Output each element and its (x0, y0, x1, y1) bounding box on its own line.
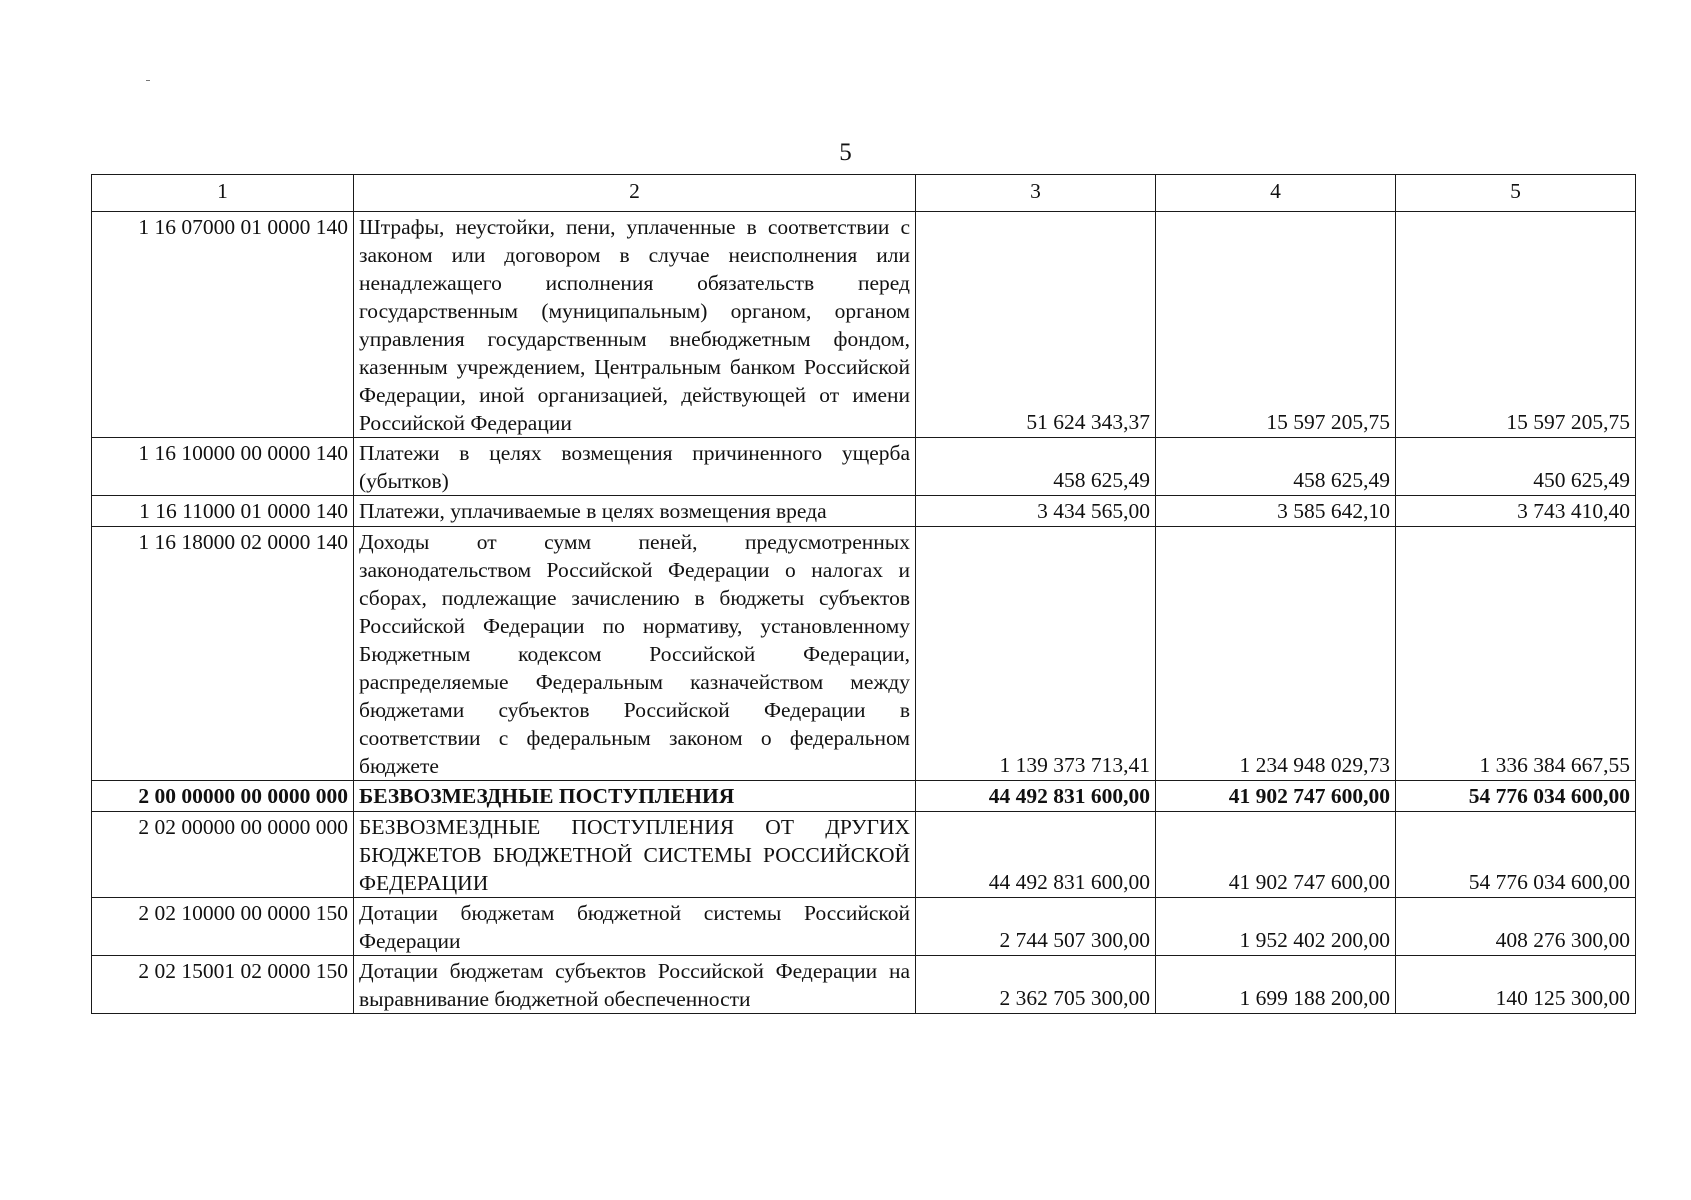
table-row (92, 527, 1636, 781)
amount-col-5: 54 776 034 600,00 (1396, 781, 1636, 812)
amount-col-3: 44 492 831 600,00 (916, 781, 1156, 812)
revenue-name: Дотации бюджетам бюджетной системы Российской Федерации (354, 898, 916, 956)
revenue-name: БЕЗВОЗМЕЗДНЫЕ ПОСТУПЛЕНИЯ (354, 781, 916, 812)
table-row (92, 898, 1636, 956)
table-row (92, 812, 1636, 898)
column-header-2: 2 (354, 175, 916, 212)
budget-code: 1 16 07000 01 0000 140 (92, 212, 354, 438)
amount-col-5: 140 125 300,00 (1396, 956, 1636, 1014)
revenue-name: Доходы от сумм пеней, предусмотренных законодательством Российской Федерации о налогах и сборах, подлежащие зачислению в бюджеты субъектов Российской Федерации по нормативу, установленному Бюджетным кодексом Российской Федерации, распределяемые Федеральным казначейством между бюджетами субъектов Российской Федерации в соответствии с федеральным законом о федеральном бюджете (354, 527, 916, 781)
table-header-row (92, 175, 1636, 212)
amount-col-3: 1 139 373 713,41 (916, 527, 1156, 781)
page-number: 5 (839, 139, 852, 166)
amount-col-3: 2 362 705 300,00 (916, 956, 1156, 1014)
amount-col-4: 41 902 747 600,00 (1156, 781, 1396, 812)
budget-code: 2 00 00000 00 0000 000 (92, 781, 354, 812)
amount-col-5: 450 625,49 (1396, 438, 1636, 496)
amount-col-4: 15 597 205,75 (1156, 212, 1396, 438)
amount-col-4: 1 952 402 200,00 (1156, 898, 1396, 956)
amount-col-3: 44 492 831 600,00 (916, 812, 1156, 898)
scan-speck (146, 80, 150, 81)
amount-col-3: 51 624 343,37 (916, 212, 1156, 438)
budget-code: 1 16 18000 02 0000 140 (92, 527, 354, 781)
amount-col-3: 3 434 565,00 (916, 496, 1156, 527)
amount-col-4: 41 902 747 600,00 (1156, 812, 1396, 898)
budget-code: 2 02 00000 00 0000 000 (92, 812, 354, 898)
amount-col-4: 458 625,49 (1156, 438, 1396, 496)
budget-revenue-table (91, 174, 1636, 1014)
revenue-name: Дотации бюджетам субъектов Российской Федерации на выравнивание бюджетной обеспеченности (354, 956, 916, 1014)
column-header-3: 3 (916, 175, 1156, 212)
column-header-1: 1 (92, 175, 354, 212)
table-row (92, 438, 1636, 496)
budget-code: 1 16 11000 01 0000 140 (92, 496, 354, 527)
amount-col-3: 2 744 507 300,00 (916, 898, 1156, 956)
amount-col-4: 1 699 188 200,00 (1156, 956, 1396, 1014)
amount-col-5: 1 336 384 667,55 (1396, 527, 1636, 781)
budget-code: 2 02 15001 02 0000 150 (92, 956, 354, 1014)
budget-code: 1 16 10000 00 0000 140 (92, 438, 354, 496)
revenue-name: БЕЗВОЗМЕЗДНЫЕ ПОСТУПЛЕНИЯ ОТ ДРУГИХ БЮДЖЕТОВ БЮДЖЕТНОЙ СИСТЕМЫ РОССИЙСКОЙ ФЕДЕРАЦИИ (354, 812, 916, 898)
amount-col-5: 54 776 034 600,00 (1396, 812, 1636, 898)
column-header-4: 4 (1156, 175, 1396, 212)
revenue-name: Штрафы, неустойки, пени, уплаченные в соответствии с законом или договором в случае неисполнения или ненадлежащего исполнения обязательств перед государственным (муниципальным) органом, органом управления государственным внебюджетным фондом, казенным учреждением, Центральным банком Российской Федерации, иной организацией, действующей от имени Российской Федерации (354, 212, 916, 438)
revenue-name: Платежи, уплачиваемые в целях возмещения вреда (354, 496, 916, 527)
table-row (92, 956, 1636, 1014)
table-row-total (92, 781, 1636, 812)
revenue-name: Платежи в целях возмещения причиненного ущерба (убытков) (354, 438, 916, 496)
amount-col-4: 1 234 948 029,73 (1156, 527, 1396, 781)
column-header-5: 5 (1396, 175, 1636, 212)
table-row (92, 212, 1636, 438)
budget-code: 2 02 10000 00 0000 150 (92, 898, 354, 956)
amount-col-3: 458 625,49 (916, 438, 1156, 496)
amount-col-5: 3 743 410,40 (1396, 496, 1636, 527)
amount-col-5: 15 597 205,75 (1396, 212, 1636, 438)
amount-col-4: 3 585 642,10 (1156, 496, 1396, 527)
amount-col-5: 408 276 300,00 (1396, 898, 1636, 956)
table-row (92, 496, 1636, 527)
